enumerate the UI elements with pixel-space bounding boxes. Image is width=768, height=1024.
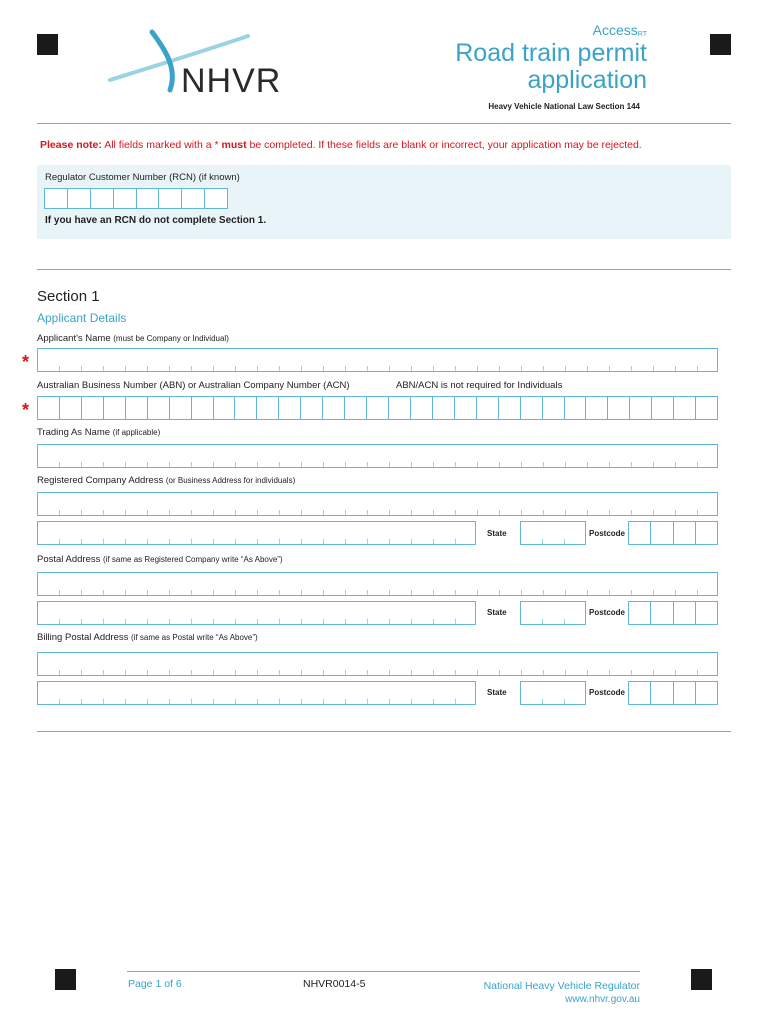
nhvr-logo (108, 28, 308, 103)
divider-top (37, 123, 731, 124)
rcn-input[interactable] (44, 188, 228, 209)
billing-address-line1-field[interactable] (37, 652, 718, 676)
form-code: NHVR0014-5 (303, 978, 366, 990)
postal-address-line1-field[interactable] (37, 572, 718, 596)
postal-address-label: Postal Address (if same as Registered Company write “As Above”) (37, 554, 283, 565)
registered-postcode-field[interactable] (628, 521, 718, 545)
rcn-instruction: If you have an RCN do not complete Section 1. (45, 215, 267, 226)
trading-name-label: Trading As Name (if applicable) (37, 427, 161, 438)
billing-state-field[interactable] (520, 681, 586, 705)
postcode-label: Postcode (589, 529, 626, 538)
footer-org-name: National Heavy Vehicle Regulator (483, 980, 640, 992)
registered-state-field[interactable] (520, 521, 586, 545)
divider-section (37, 269, 731, 270)
registered-address-label: Registered Company Address (or Business Address for individuals) (37, 475, 296, 486)
required-star-icon: * (22, 352, 30, 372)
rcn-label: Regulator Customer Number (RCN) (if known) (45, 172, 240, 183)
billing-address-line2-field[interactable] (37, 681, 476, 705)
abn-field[interactable] (37, 396, 718, 420)
postal-postcode-field[interactable] (628, 601, 718, 625)
logo-text: NHVR (181, 62, 282, 100)
required-star-icon: * (22, 400, 30, 420)
access-label: Access$_{RT}$ (592, 22, 647, 38)
footer-url[interactable]: www.nhvr.gov.au (565, 994, 640, 1005)
state-label: State (487, 529, 507, 538)
billing-address-label: Billing Postal Address (if same as Postal write “As Above”) (37, 632, 258, 643)
page-title: Road train permit application (455, 39, 647, 94)
registration-mark-top-right (710, 34, 731, 55)
footer-divider (127, 971, 640, 972)
registered-address-line2-field[interactable] (37, 521, 476, 545)
registered-address-line1-field[interactable] (37, 492, 718, 516)
abn-label: Australian Business Number (ABN) or Australian Company Number (ACN) (37, 380, 350, 391)
registration-mark-bottom-left (55, 969, 76, 990)
postcode-label: Postcode (589, 688, 626, 697)
section-heading: Section 1 (37, 288, 100, 305)
required-fields-note: Please note: All fields marked with a * must be completed. If these fields are blank or incorrect, your application may be rejected. (40, 139, 642, 151)
registration-mark-top-left (37, 34, 58, 55)
postal-state-field[interactable] (520, 601, 586, 625)
section-subheading: Applicant Details (37, 311, 127, 325)
state-label: State (487, 688, 507, 697)
state-label: State (487, 608, 507, 617)
applicant-name-field[interactable] (37, 348, 718, 372)
postal-address-line2-field[interactable] (37, 601, 476, 625)
legislation-subtitle: Heavy Vehicle National Law Section 144 (488, 102, 640, 111)
abn-hint: ABN/ACN is not required for Individuals (396, 380, 563, 391)
applicant-name-label: Applicant's Name (must be Company or Individual) (37, 333, 229, 344)
page-number: Page 1 of 6 (128, 978, 182, 990)
registration-mark-bottom-right (691, 969, 712, 990)
divider-bottom (37, 731, 731, 732)
postcode-label: Postcode (589, 608, 626, 617)
billing-postcode-field[interactable] (628, 681, 718, 705)
trading-name-field[interactable] (37, 444, 718, 468)
